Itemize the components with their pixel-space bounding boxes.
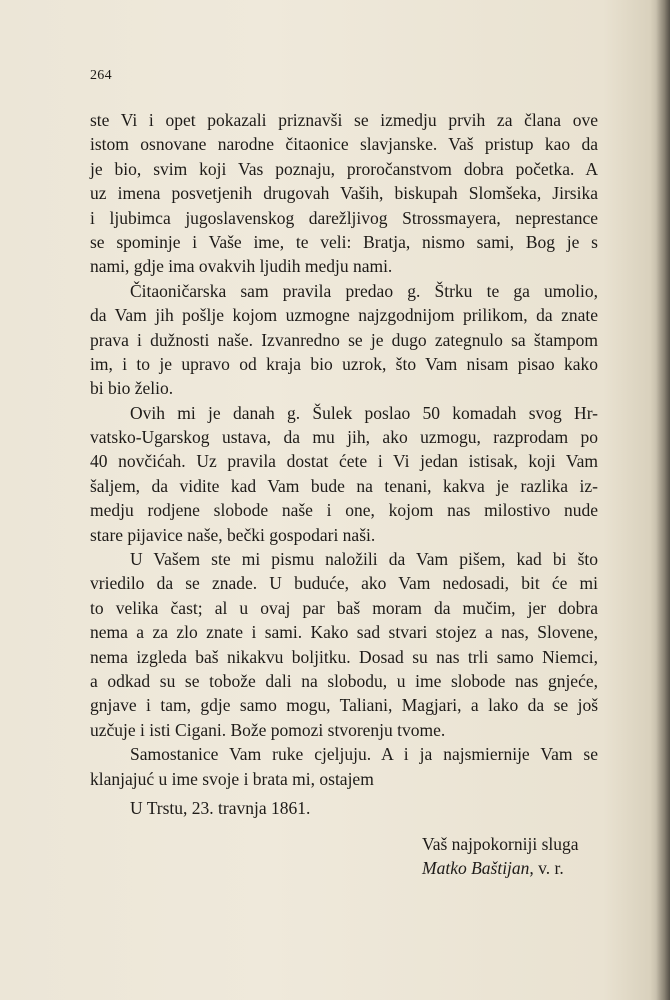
page-number: 264: [90, 68, 112, 83]
text-line: i ljubimca jugoslavenskog darežljivog Strossmayera, neprestance: [90, 207, 598, 228]
text-line: bi bio želio.: [90, 378, 174, 399]
letter-body: [90, 108, 598, 823]
book-spine-shadow: [656, 0, 670, 1000]
paragraph-1: [90, 108, 598, 279]
text-line: uz imena posvetjenih drugovah Vaših, biskupah Slomšeka, Jirsika: [90, 183, 598, 204]
text-line: a odkad su se tobože dali na slobodu, u ime slobode nas gnjeće,: [90, 670, 598, 691]
text-line: Samostanice Vam ruke cjeljuju. A i ja najsmiernije Vam se: [130, 744, 598, 765]
text-line: 40 novčićah. Uz pravila dostat ćete i Vi jedan istisak, koji Vam: [90, 451, 598, 472]
text-line: vatsko-Ugarskog ustava, da mu jih, ako uzmogu, razprodam po: [90, 427, 598, 448]
paragraph-3: [90, 401, 598, 547]
signature-closing: Vaš najpokorniji sluga: [422, 834, 579, 854]
text-line: prava i dužnosti naše. Izvanredno se je dugo zategnulo sa štampom: [90, 329, 598, 350]
text-line: medju rodjene slobode naše i one, kojom nas milostivo nude: [90, 500, 598, 521]
text-line: gnjave i tam, gdje samo mogu, Taliani, Magjari, a lako da se još: [90, 695, 598, 716]
signature-suffix: v. r.: [538, 858, 564, 878]
text-line: istom osnovane narodne čitaonice slavjanske. Vaš pristup kao da: [90, 134, 598, 155]
text-line: vriedilo da se znade. U buduće, ako Vam nedosadi, bit će mi: [90, 573, 598, 594]
text-line: nema a za zlo znate i sami. Kako sad stvari stojez a nas, Slovene,: [90, 622, 598, 643]
text-line: Čitaoničarska sam pravila predao g. Štrku te ga umolio,: [130, 280, 598, 301]
signature-name: Matko Baštijan,: [422, 858, 534, 878]
text-line: nema izgleda baš nikakvu boljitku. Dosad su nas trli samo Niemci,: [90, 646, 598, 667]
signature-block: [422, 832, 602, 880]
text-line: nami, gdje ima ovakvih ljudih medju nami.: [90, 256, 393, 277]
dateline: U Trstu, 23. travnja 1861.: [130, 797, 311, 818]
text-line: Ovih mi je danah g. Šulek poslao 50 komadah svog Hr-: [130, 402, 598, 423]
paragraph-2: [90, 279, 598, 401]
text-line: šaljem, da vidite kad Vam bude na tenani, kakva je razlika iz-: [90, 475, 598, 496]
text-line: uzčuje i isti Cigani. Bože pomozi stvorenju tvome.: [90, 719, 446, 740]
text-line: U Vašem ste mi pismu naložili da Vam pišem, kad bi što: [130, 549, 598, 570]
text-line: se spominje i Vaše ime, te veli: Bratja, nismo sami, Bog je s: [90, 231, 598, 252]
paragraph-4: [90, 547, 598, 742]
text-line: je bio, svim koji Vas poznaju, proročanstvom dobra početka. A: [90, 158, 598, 179]
text-line: stare pijavice naše, bečki gospodari naši.: [90, 524, 376, 545]
text-line: da Vam jih pošlje kojom uzmogne najzgodnijom prilikom, da znate: [90, 305, 598, 326]
text-line: im, i to je upravo od kraja bio uzrok, što Vam nisam pisao kako: [90, 353, 598, 374]
signature-line: [422, 856, 602, 880]
text-line: klanjajuć u ime svoje i brata mi, ostajem: [90, 768, 374, 789]
paragraph-5: [90, 742, 598, 791]
text-line: to velika čast; al u ovaj par baš moram da mučim, jer dobra: [90, 597, 598, 618]
text-line: ste Vi i opet pokazali priznavši se izmedju prvih za člana ove: [90, 110, 598, 130]
